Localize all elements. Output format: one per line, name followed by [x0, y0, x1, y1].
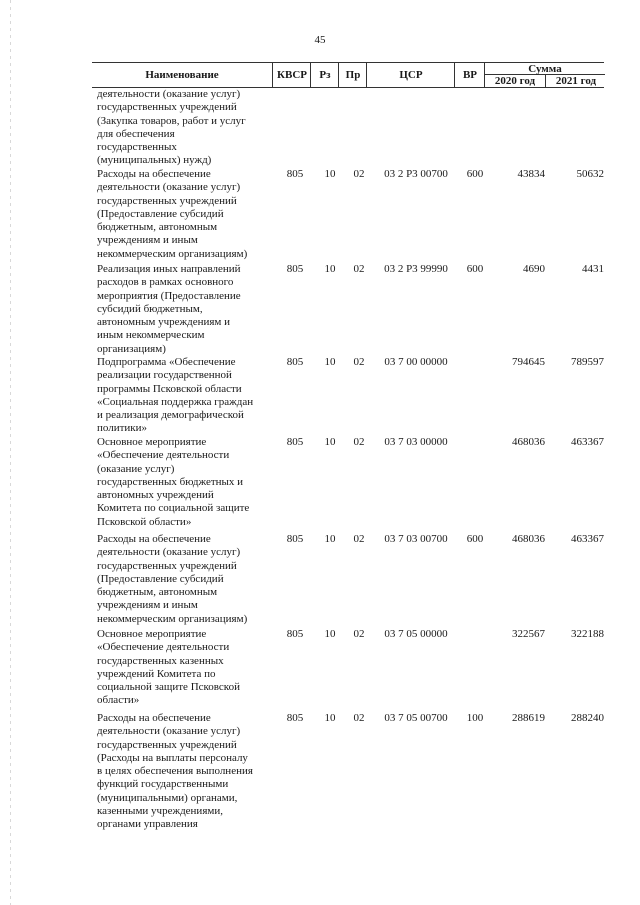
row-kvsr: 805 — [286, 533, 304, 545]
row-name-line: Основное мероприятие — [97, 628, 207, 640]
row-sum-2021: 463367 — [571, 533, 604, 545]
header-year-2021: 2021 год — [545, 75, 606, 87]
row-csr: 03 7 03 00700 — [384, 533, 448, 545]
row-rz: 10 — [324, 628, 336, 640]
row-sum-2021: 288240 — [571, 712, 604, 724]
row-name-line: бюджетным, автономным — [97, 586, 218, 599]
row-csr: 03 7 03 00000 — [384, 436, 448, 448]
row-kvsr: 805 — [286, 263, 304, 275]
row-name-line: (муниципальных) нужд) — [97, 154, 212, 167]
row-name-line: (Предоставление субсидий — [97, 207, 224, 220]
row-name-line: Псковской области» — [97, 515, 192, 528]
row-kvsr: 805 — [286, 356, 304, 368]
row-name-line: деятельности (оказание услуг) — [97, 181, 241, 194]
header-name: Наименование — [145, 69, 219, 81]
row-name-line: (муниципальными) органами, — [97, 791, 238, 804]
row-name-line: автономных учреждений — [97, 489, 214, 502]
row-name — [97, 263, 267, 356]
row-pr: 02 — [353, 168, 365, 180]
row-name — [97, 712, 267, 832]
row-name-line: автономным учреждениям и — [97, 316, 231, 329]
row-name-line: Расходы на обеспечение — [97, 712, 211, 724]
scan-edge — [10, 0, 11, 905]
row-csr: 03 7 05 00000 — [384, 628, 448, 640]
row-name-line: Комитета по социальной защите — [97, 502, 250, 515]
row-name-line: государственных казенных — [97, 654, 224, 667]
row-name-line: деятельности (оказание услуг) — [97, 546, 241, 559]
table-header — [92, 62, 604, 88]
row-name-line: органами управления — [97, 818, 198, 831]
page-number: 45 — [314, 34, 326, 46]
row-sum-2020: 322567 — [512, 628, 545, 640]
row-sum-2020: 4690 — [523, 263, 545, 275]
header-kvsr: КВСР — [272, 63, 311, 87]
row-name — [97, 436, 267, 529]
row-name-line: «Обеспечение деятельности — [97, 449, 230, 462]
row-kvsr: 805 — [286, 628, 304, 640]
row-pr: 02 — [353, 356, 365, 368]
row-name-line: иным некоммерческим — [97, 329, 205, 342]
row-rz: 10 — [324, 712, 336, 724]
row-sum-2021: 50632 — [576, 168, 604, 180]
row-name-line: государственных — [97, 141, 177, 154]
header-pr: Пр — [338, 63, 367, 87]
row-name-line: мероприятия (Предоставление — [97, 289, 241, 302]
row-pr: 02 — [353, 628, 365, 640]
row-vr: 600 — [466, 533, 484, 545]
row-pr: 02 — [353, 712, 365, 724]
row-name-line: (Закупка товаров, работ и услуг — [97, 114, 246, 127]
row-name — [97, 533, 267, 626]
row-name-line: Расходы на обеспечение — [97, 533, 211, 545]
row-name-line: (Расходы на выплаты персоналу — [97, 751, 248, 764]
row-csr: 03 7 05 00700 — [384, 712, 448, 724]
row-name-line: государственных учреждений — [97, 559, 237, 572]
row-name-line: (оказание услуг) — [97, 462, 175, 475]
row-name-line: расходов в рамках основного — [97, 276, 234, 289]
row-sum-2020: 794645 — [512, 356, 545, 368]
row-pr: 02 — [353, 263, 365, 275]
row-pr: 02 — [353, 533, 365, 545]
header-vr: ВР — [454, 63, 485, 87]
row-sum-2020: 468036 — [512, 436, 545, 448]
row-name-line: государственных бюджетных и — [97, 475, 244, 488]
row-rz: 10 — [324, 533, 336, 545]
row-name-line: социальной защите Псковской — [97, 681, 240, 694]
row-sum-2021: 322188 — [571, 628, 604, 640]
row-name — [97, 168, 267, 261]
row-name-line: государственных учреждений — [97, 101, 237, 114]
row-name-line: Основное мероприятие — [97, 436, 207, 448]
row-name-line: организациям) — [97, 342, 166, 355]
row-sum-2020: 43834 — [517, 168, 545, 180]
row-kvsr: 805 — [286, 168, 304, 180]
header-csr: ЦСР — [366, 63, 455, 87]
row-kvsr: 805 — [286, 436, 304, 448]
row-name-line: области» — [97, 694, 140, 707]
row-name-line: (Предоставление субсидий — [97, 572, 224, 585]
row-rz: 10 — [324, 168, 336, 180]
row-name-line: программы Псковской области — [97, 382, 242, 395]
header-rz: Рз — [310, 63, 339, 87]
row-sum-2020: 468036 — [512, 533, 545, 545]
row-name-line: учреждениям и иным — [97, 599, 198, 612]
row-rz: 10 — [324, 263, 336, 275]
row-name-line: «Обеспечение деятельности — [97, 641, 230, 654]
row-name — [97, 88, 267, 168]
row-name-line: Реализация иных направлений — [97, 263, 241, 275]
row-sum-2020: 288619 — [512, 712, 545, 724]
row-sum-2021: 4431 — [582, 263, 604, 275]
row-sum-2021: 463367 — [571, 436, 604, 448]
row-name — [97, 628, 267, 708]
row-name-line: Расходы на обеспечение — [97, 168, 211, 180]
row-csr: 03 7 00 00000 — [384, 356, 448, 368]
row-name-line: Подпрограмма «Обеспечение — [97, 356, 236, 368]
header-sum-group — [484, 63, 605, 87]
row-name-line: для обеспечения — [97, 127, 175, 140]
row-pr: 02 — [353, 436, 365, 448]
row-name-line: некоммерческим организациям) — [97, 247, 248, 260]
row-name-line: субсидий бюджетным, — [97, 302, 203, 315]
row-name-line: функций государственными — [97, 778, 229, 791]
header-sum: Сумма — [485, 63, 605, 75]
row-name-line: некоммерческим организациям) — [97, 612, 248, 625]
row-sum-2021: 789597 — [571, 356, 604, 368]
row-rz: 10 — [324, 356, 336, 368]
row-name-line: государственных учреждений — [97, 194, 237, 207]
row-name-line: учреждений Комитета по — [97, 667, 216, 680]
row-name-line: политики» — [97, 422, 148, 435]
row-csr: 03 2 Р3 99990 — [384, 263, 448, 275]
header-year-2020: 2020 год — [494, 75, 536, 87]
row-name-line: казенными учреждениями, — [97, 805, 223, 818]
row-name-line: государственных учреждений — [97, 738, 237, 751]
row-name-line: «Социальная поддержка граждан — [97, 395, 254, 408]
row-name-line: учреждениям и иным — [97, 234, 198, 247]
row-name-line: реализации государственной — [97, 369, 232, 382]
row-kvsr: 805 — [286, 712, 304, 724]
row-vr: 600 — [466, 263, 484, 275]
row-rz: 10 — [324, 436, 336, 448]
row-name-line: в целях обеспечения выполнения — [97, 765, 253, 778]
row-name-line: и реализация демографической — [97, 409, 244, 422]
row-name-line: деятельности (оказание услуг) — [97, 725, 241, 738]
row-name-line: деятельности (оказание услуг) — [97, 88, 241, 100]
row-name — [97, 356, 267, 436]
row-csr: 03 2 Р3 00700 — [384, 168, 448, 180]
row-vr: 600 — [466, 168, 484, 180]
row-vr: 100 — [466, 712, 484, 724]
row-name-line: бюджетным, автономным — [97, 221, 218, 234]
